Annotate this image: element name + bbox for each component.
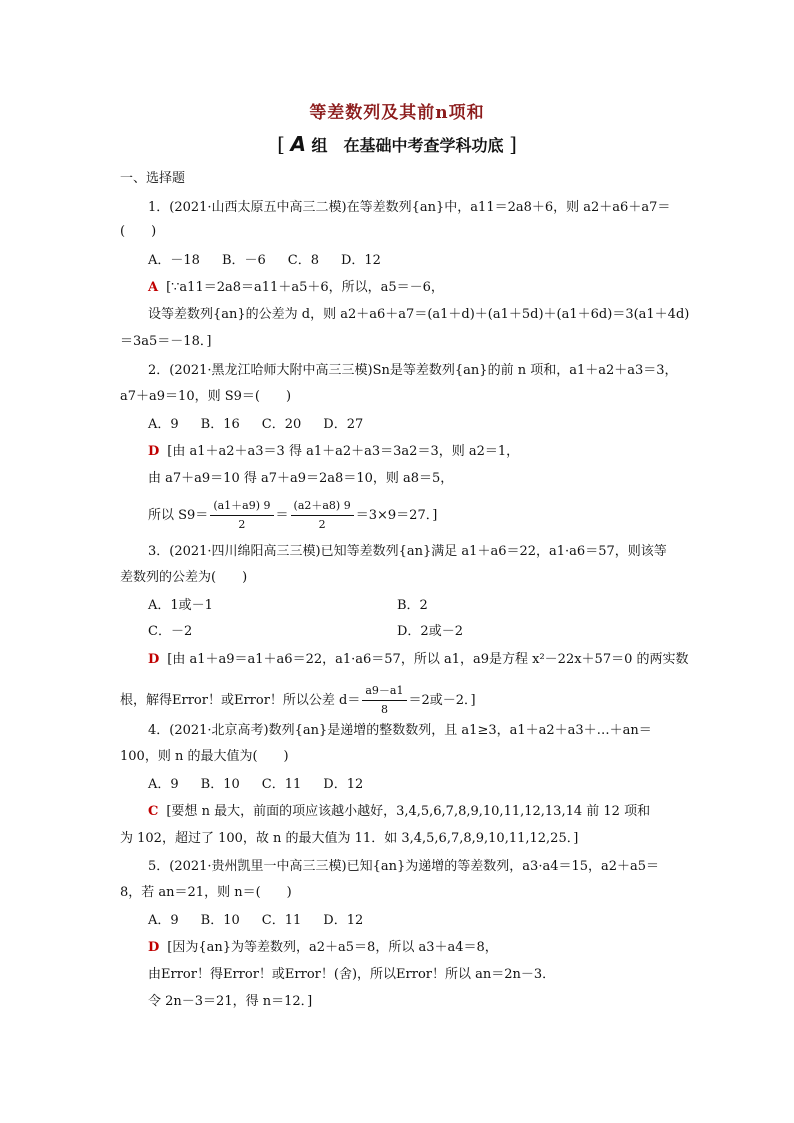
q2-solution-prefix: 所以 S9＝ [148,508,209,523]
q5-option-b: B．10 [200,913,240,928]
q1-option-b: B．－6 [221,253,266,268]
q5-option-c: C．11 [261,913,302,928]
group-heading [0,132,794,156]
q5-solution-line2: 由Error！得Error！或Error！(舍)，所以Error！所以 an＝2n－3． [148,967,556,982]
q1-stem-line2: ( ) [120,224,157,239]
q2-option-c: C．20 [261,417,302,432]
q2-fraction-1-numerator: (a1＋a9) 9 [210,497,273,516]
q5-stem-line1: 5．(2021·贵州凯里一中高三三模)已知{an}为递增的等差数列，a3·a4＝15，a2＋a5＝ [148,859,660,874]
q2-options [148,416,385,434]
q2-option-d: D．27 [323,417,364,432]
q1-solution-line2: 设等差数列{an}的公差为 d，则 a2＋a6＋a7＝(a1＋d)＋(a1＋5d)＋(a1＋6d)＝3(a1＋4d) [148,307,690,322]
group-label: 组 在基础中考查学科功底 [311,136,504,155]
q1-stem-line1: 1．(2021·山西太原五中高三二模)在等差数列{an}中，a11＝2a8＋6，则 a2＋a6＋a7＝ [148,200,671,215]
q2-fraction-2 [291,497,354,534]
q2-fraction-2-denominator: 2 [318,518,326,531]
q2-solution-suffix: ＝3×9＝27．] [355,508,438,523]
q2-solution-text1: [由 a1＋a2＋a3＝3 得 a1＋a2＋a3＝3a2＝3，则 a2＝1， [167,444,520,459]
q3-option-d: D．2或－2 [397,624,463,639]
q1-option-d: D．12 [340,253,381,268]
q5-options [148,912,385,930]
q4-solution-line2: 为 102，超过了 100，故 n 的最大值为 11．如 3,4,5,6,7,8,9,10,11,12,25．] [120,831,579,846]
q3-solution-line2 [120,682,476,719]
q3-option-c: C．－2 [148,624,193,639]
q4-option-a: A．9 [148,777,179,792]
q5-solution-text1: [因为{an}为等差数列，a2＋a5＝8，所以 a3＋a4＝8， [167,940,498,955]
q5-option-a: A．9 [148,913,179,928]
q3-option-b: B．2 [397,598,428,613]
q4-solution-text1: [要想 n 最大，前面的项应该越小越好，3,4,5,6,7,8,9,10,11,12,13,14 前 12 项和 [166,804,651,819]
q5-stem-line2: 8，若 an＝21，则 n＝( ) [120,885,292,900]
q2-answer: D [148,444,160,459]
group-bracket-left: [ [277,132,285,156]
q2-stem-line2: a7＋a9＝10，则 S9＝( ) [120,389,292,404]
q1-options [148,252,403,270]
q5-answer: D [148,940,160,955]
q4-stem-line1: 4．(2021·北京高考)数列{an}是递增的整数数列，且 a1≥3，a1＋a2＋a3＋…＋an＝ [148,723,652,738]
q2-fraction-2-numerator: (a2＋a8) 9 [291,497,354,516]
q2-stem-line1: 2．(2021·黑龙江哈师大附中高三三模)Sn是等差数列{an}的前 n 项和，a1＋a2＋a3＝3， [148,363,678,378]
q4-answer: C [148,804,159,819]
q5-solution-line1 [148,939,498,957]
q2-option-b: B．16 [200,417,240,432]
q3-fraction [362,682,406,719]
q2-solution-line2: 由 a7＋a9＝10 得 a7＋a9＝2a8＝10，则 a8＝5， [148,471,454,486]
q2-fraction-1-denominator: 2 [238,518,246,531]
q1-solution-text1: [∵a11＝2a8＝a11＋a5＋6，所以，a5＝－6， [166,280,444,295]
q3-fraction-denominator: 8 [380,703,388,716]
q4-solution-line1 [148,803,650,821]
q4-option-b: B．10 [200,777,240,792]
q3-answer: D [148,652,160,667]
q3-solution-line1 [148,651,689,669]
q2-solution-line1 [148,443,519,461]
q3-solution-suffix: ＝2或－2．] [408,693,476,708]
group-bracket-right: ] [509,132,517,156]
q3-option-a: A．1或－1 [148,598,213,613]
q1-solution-line3: ＝3a5＝－18．] [120,334,212,349]
q4-options [148,776,385,794]
q4-option-c: C．11 [261,777,302,792]
q1-solution-line1 [148,279,444,297]
group-letter: A [290,132,306,156]
page-title: 等差数列及其前n项和 [309,103,485,123]
q1-answer: A [148,280,159,295]
section-heading: 一、选择题 [120,171,186,186]
q3-stem-line1: 3．(2021·四川绵阳高三三模)已知等差数列{an}满足 a1＋a6＝22，a1·a6＝57，则该等 [148,544,667,559]
q1-option-c: C．8 [287,253,319,268]
q5-solution-line3: 令 2n－3＝21，得 n＝12．] [148,994,313,1009]
q5-option-d: D．12 [323,913,364,928]
q2-equals: ＝ [275,508,289,523]
q2-option-a: A．9 [148,417,179,432]
q4-stem-line2: 100，则 n 的最大值为( ) [120,749,289,764]
q4-option-d: D．12 [323,777,364,792]
q2-solution-line3 [148,497,437,534]
q3-solution-prefix: 根，解得Error！或Error！所以公差 d＝ [120,693,361,708]
q2-fraction-1 [210,497,273,534]
q1-option-a: A．－18 [148,253,200,268]
q3-stem-line2: 差数列的公差为( ) [120,570,248,585]
q3-fraction-numerator: a9－a1 [362,682,406,701]
q3-solution-text1: [由 a1＋a9＝a1＋a6＝22，a1·a6＝57，所以 a1，a9是方程 x²－22x＋57＝0 的两实数 [167,652,689,667]
